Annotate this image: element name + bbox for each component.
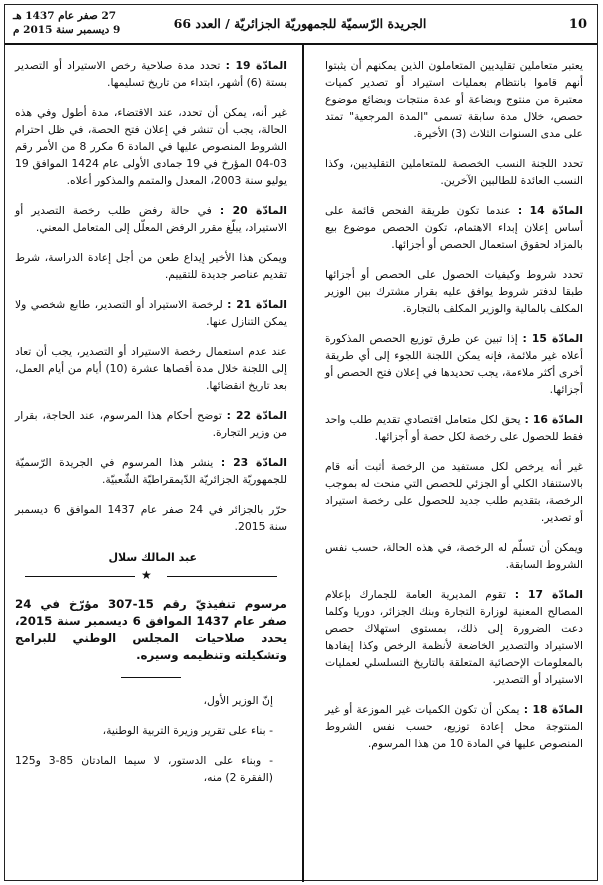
article-text: يمكن أن تكون الكميات غير الموزعة أو غير المنتوجة محل إعادة توزيع، حسب نفس الشروط المنصوص عليها في المادة 10 من هذا المرسوم. [325,703,583,750]
article-text: لرخصة الاستيراد أو التصدير، طابع شخصي ولا يمكن التنازل عنها. [15,298,287,328]
paragraph: حرّر بالجزائر في 24 صفر عام 1437 الموافق 6 ديسمبر سنة 2015. [15,503,287,533]
issue-date-hijri: 27 صفر عام 1437 هـ [13,10,117,22]
decree-title: مرسوم تنفيذيّ رقم 15-307 مؤرّخ في 24 صفر عام 1437 الموافق 6 ديسمبر سنة 2015، يحدد صلاحيات المجلس الوطني للبرامج وتشكيلته وتنظيمه وسيره. [15,597,287,662]
article-20 [15,202,287,236]
article-label: المادّة 17 : [514,588,583,601]
article-label: المادّة 22 : [226,409,287,422]
article-14 [325,202,583,253]
article-23 [15,454,287,488]
short-divider [121,677,181,678]
paragraph: تحدد شروط وكيفيات الحصول على الحصص أو أجزائها طبقا لدفتر شروط يوافق عليه بقرار مشترك بين الوزير المكلف بالمالية والوزير المكلف بالتجارة. [325,268,583,315]
article-18 [325,701,583,752]
article-text: عندما تكون طريقة الفحص قائمة على أساس إعلان إبداء الاهتمام، تكون الحصص موضوع بيع بالمزاد لحقوق استعمال الحصص أو أجزائها. [325,204,583,251]
article-text: تقوم المديرية العامة للجمارك بإعلام المصالح المعنية لوزارة التجارة وبنك الجزائر، دوريا وكلما دعت الضرورة إلى ذلك، بمستوى استهلاك حصص الاستيراد والتصدير الخاضعة لأنظمة الرخص وكذا إيفادها بالمعلومات الإحصائية المتعلقة بالتاريخ التسلسلي لعمليات الاستيراد أو التصدير. [325,588,583,686]
right-column [325,57,583,765]
article-17 [325,586,583,688]
page [4,4,598,881]
journal-title: الجريدة الرّسميّة للجمهوريّة الجزائريّة / العدد 66 [173,16,427,31]
article-text: توضح أحكام هذا المرسوم، عند الحاجة، بقرار من وزير التجارة. [15,409,287,439]
signature: عبد المالك سلال [108,551,197,564]
article-label: المادّة 18 : [523,703,583,716]
article-text: يحق لكل متعامل اقتصادي تقديم طلب واحد فقط للحصول على رخصة لكل حصة أو أجزائها. [325,413,583,443]
page-header [5,5,597,45]
paragraph: يعتبر متعاملين تقليديين المتعاملون الذين يمكنهم أن يثبتوا أنهم قاموا بانتظام بعمليات استيراد أو تصدير كميات معتبرة من منتوج وبضاعة أو عدة منتجات وبضائع موضوع حصص، خلال مدة سابقة تسمى "المدة المرجعية" تمتد على مدى السنوات الثلاث (3) الأخيرة. [325,59,583,140]
column-divider [302,45,304,882]
separator-line [25,576,135,577]
article-text: إذا تبين عن طرق توزيع الحصص المذكورة أعلاه غير ملائمة، فإنه يمكن اللجنة اللجوء إلى أي طريقة أخرى أكثر ملاءمة، يجب تحديدها في إعلان فتح الحصص أو أجزائها. [325,332,583,396]
paragraph: غير أنه يرخص لكل مستفيد من الرخصة أثبت أنه قام بالاستنفاد الكلي أو الجزئي للحصص التي منحت له بموجب الرخصة، بتقديم طلب جديد للحصول على رخصة استيراد أو تصدير. [325,460,583,524]
article-15 [325,330,583,398]
article-21 [15,296,287,330]
article-text: تحدد مدة صلاحية رخص الاستيراد أو التصدير بستة (6) أشهر، ابتداء من تاريخ تسليمها. [15,59,287,89]
paragraph: غير أنه، يمكن أن تحدد، عند الاقتضاء، مدة أطول وفي هذه الحالة، يجب أن تنشر في إعلان فتح الحصة، في ظل احترام الشروط المنصوص عليها في المادة 6 مكرر 8 من الأمر رقم 03-04 المؤرخ في 19 جمادى الأولى عام 1424 الموافق 19 يوليو سنة 2003، المعدل والمتمم والمذكور أعلاه. [15,106,287,187]
left-column [15,57,287,799]
paragraph: ويمكن أن تسلّم له الرخصة، في هذه الحالة، حسب نفس الشروط السابقة. [325,541,583,571]
article-label: المادّة 19 : [225,59,287,72]
star-icon: ★ [141,568,152,582]
article-label: المادّة 15 : [522,332,583,345]
separator [15,570,287,584]
article-22 [15,407,287,441]
article-19 [15,57,287,91]
paragraph: ويمكن هذا الأخير إيداع طعن من أجل إعادة الدراسة، شرط تقديم عناصر جديدة للتقييم. [15,251,287,281]
paragraph: إنّ الوزير الأول، [203,694,273,707]
issue-date [13,9,153,37]
paragraph: عند عدم استعمال رخصة الاستيراد أو التصدير، يجب أن تعاد إلى اللجنة خلال مدة أقصاها عشرة (10) أيام من أيام العمل، بعد تاريخ انقضائها. [15,345,287,392]
article-label: المادّة 20 : [219,204,287,217]
article-text: ينشر هذا المرسوم في الجريدة الرّسميّة للجمهوريّة الجزائريّة الدّيمقراطيّة الشّعبيّة. [15,456,287,486]
article-label: المادّة 14 : [517,204,583,217]
paragraph: - بناء على تقرير وزيرة التربية الوطنية، [102,724,273,737]
article-text: في حالة رفض طلب رخصة التصدير أو الاستيراد، يبلّغ مقرر الرفض المعلّل إلى المتعامل المعني. [15,204,287,234]
paragraph: - وبناء على الدستور، لا سيما المادتان 85-3 و125 (الفقرة 2) منه، [15,754,273,784]
article-label: المادّة 16 : [524,413,583,426]
issue-date-gregorian: 9 ديسمبر سنة 2015 م [13,24,121,36]
article-16 [325,411,583,445]
article-label: المادّة 21 : [227,298,287,311]
paragraph: تحدد اللجنة النسب الخصصة للمتعاملين التقليديين، وكذا النسب العائدة للطالبين الآخرين. [325,157,583,187]
separator-line [167,576,277,577]
article-label: المادّة 23 : [220,456,287,469]
page-number: 10 [568,17,587,32]
